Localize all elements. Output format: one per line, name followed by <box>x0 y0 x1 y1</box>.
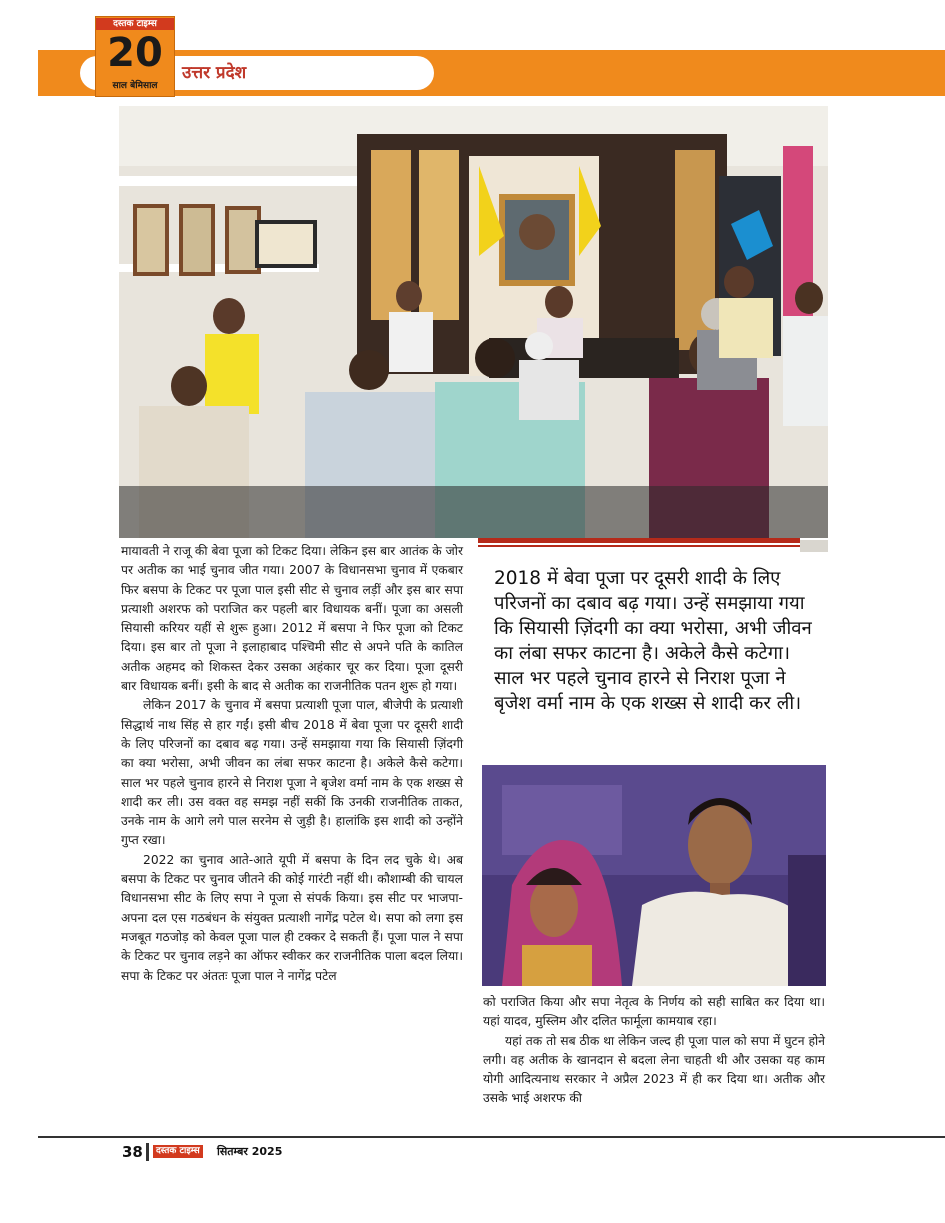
quote-rule <box>478 538 800 543</box>
left-column <box>121 542 463 986</box>
page-number: 38 <box>122 1143 143 1161</box>
footer-separator <box>146 1143 149 1161</box>
logo-tagline: साल बेमिसाल <box>112 81 158 91</box>
paragraph: को पराजित किया और सपा नेतृत्व के निर्णय को सही साबित कर दिया था। यहां यादव, मुस्लिम और दलित फार्मूला कामयाब रहा। <box>483 995 825 1029</box>
meeting-photo <box>119 106 828 538</box>
paragraph: यहां तक तो सब ठीक था लेकिन जल्द ही पूजा पाल को सपा में घुटन होने लगी। वह अतीक के खानदान से बदला लेना चाहती थी और उसका यह काम योगी आदित्यनाथ सरकार ने अप्रैल 2023 में ही कर दिया था। अतीक और उसके भाई अशरफ की <box>483 1033 825 1106</box>
paragraph: लेकिन 2017 के चुनाव में बसपा प्रत्याशी पूजा पाल, बीजेपी के प्रत्याशी सिद्धार्थ नाथ सिंह से हार गईं। इसी बीच 2018 में बेवा पूजा पर दूसरी शादी के लिए परिजनों का दबाव बढ़ गया। उन्हें समझाया गया कि सियासी ज़िंदगी का क्या भरोसा, अभी जीवन का लंबा सफर काटना है। अकेले कैसे कटेगा। साल भर पहले चुनाव हारने से निराश पूजा ने बृजेश वर्मा नाम के एक शख्स से शादी कर ली। उस वक्त वह समझ नहीं सकीं कि उनकी राजनीतिक ताकत, उनके नाम के आगे लगे पाल सरनेम से जुड़ी है। हालांकि इस शादी को उन्होंने गुप्त रखा। <box>121 698 463 848</box>
quote-rule-accent <box>800 540 828 552</box>
quote-rule <box>478 545 800 547</box>
paragraph: मायावती ने राजू की बेवा पूजा को टिकट दिया। लेकिन इस बार आतंक के जोर पर अतीक का भाई चुनाव जीत गया। 2007 के विधानसभा चुनाव में एकबार फिर बसपा के टिकट पर पूजा पाल इसी सीट से चुनाव लड़ीं और इस बार सपा प्रत्याशी अशरफ को पराजित कर पहली बार विधायक बनीं। पूजा का असली सियासी करियर यहीं से शुरू हुआ। 2012 में बसपा ने फिर पूजा को टिकट दिया। इस बार तो पूजा ने इलाहाबाद पश्चिमी सीट से अपने पति के कातिल अतीक अहमद को शिकस्त देकर उसका अहंकार चूर कर दिया। पूजा दूसरी बार विधायक बनीं। इसी के बाद से अतीक का राजनीतिक पतन शुरू हो गया। <box>121 544 463 694</box>
issue-date: सितम्बर 2025 <box>217 1145 283 1158</box>
footer-rule <box>38 1136 945 1138</box>
paragraph: 2022 का चुनाव आते-आते यूपी में बसपा के दिन लद चुके थे। अब बसपा के टिकट पर चुनाव जीतने की कोई गारंटी नहीं थी। कौशाम्बी की चायल विधानसभा सीट के लिए सपा ने पूजा से संपर्क किया। इस सीट पर भाजपा-अपना दल एस गठबंधन के संयुक्त प्रत्याशी नागेंद्र पटेल थे। सपा को लगा इस मजबूत गठजोड़ को केवल पूजा पाल ही टक्कर दे सकती हैं। पूजा पाल ने सपा के टिकट पर चुनाव लड़ने का ऑफर स्वीकर कर राजनीतिक पाला बदल लिया। सपा के टिकट पर अंततः पूजा पाल ने नागेंद्र पटेल <box>121 852 463 983</box>
logo-number: 20 <box>107 30 163 76</box>
pull-quote: 2018 में बेवा पूजा पर दूसरी शादी के लिए परिजनों का दबाव बढ़ गया। उन्हें समझाया गया कि सियासी ज़िंदगी का क्या भरोसा, अभी जीवन का लंबा सफर काटना है। अकेले कैसे कटेगा। साल भर पहले चुनाव हारने से निराश पूजा ने बृजेश वर्मा नाम के एक शख्स से शादी कर ली। <box>494 568 812 714</box>
anniversary-logo <box>95 16 175 97</box>
section-title: उत्तर प्रदेश <box>182 63 247 83</box>
right-column <box>483 993 825 1109</box>
logo-brand: दस्तक टाइम्स <box>96 18 174 30</box>
wedding-couple-photo <box>482 765 826 986</box>
footer-brand: दस्तक टाइम्स <box>153 1145 203 1158</box>
